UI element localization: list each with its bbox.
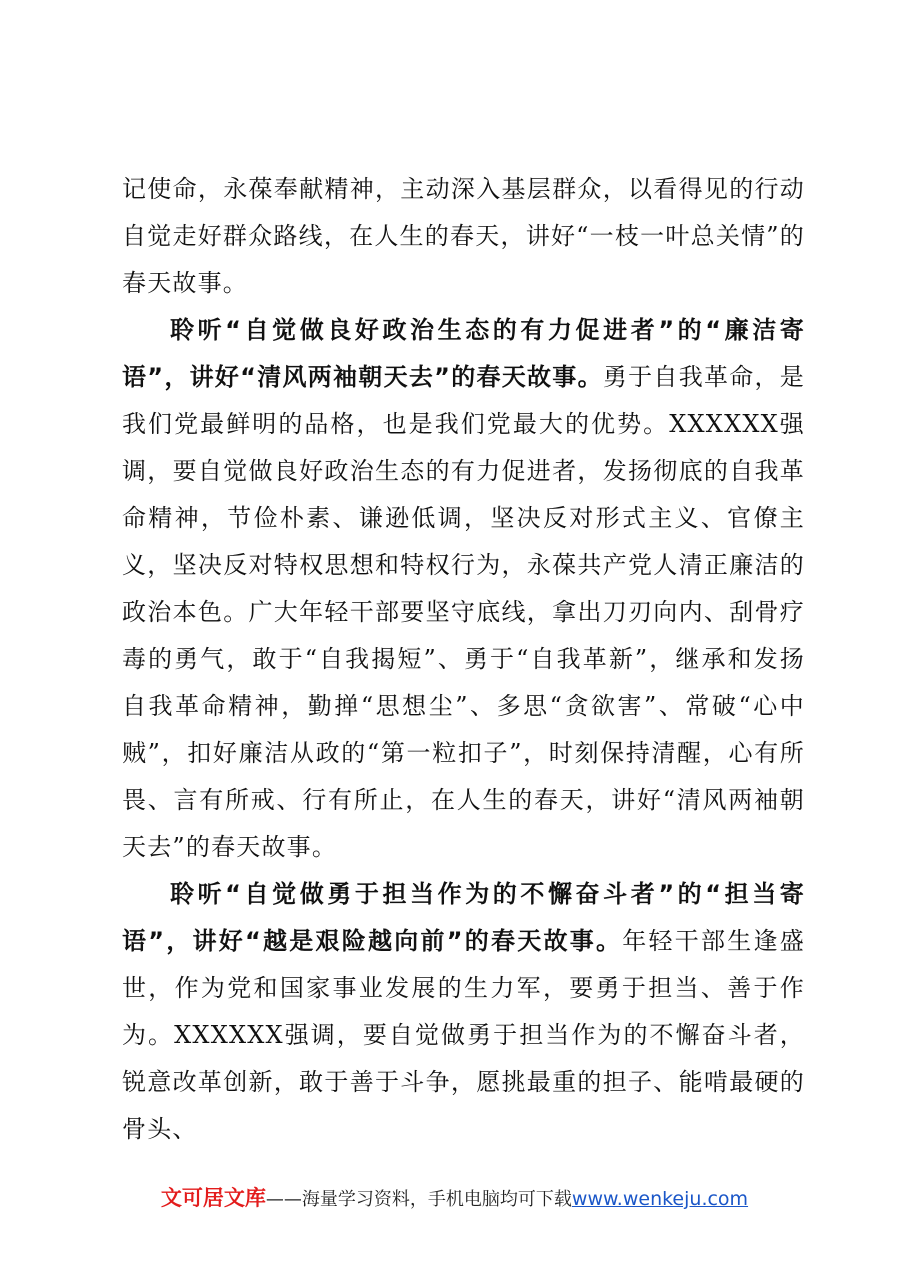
paragraph-2-heading: 聆听“自觉做良好政治生态的有力促进者”的“廉洁寄语”，讲好“清风两袖朝天去”的春天故事。 xyxy=(122,316,805,391)
footer-banner xyxy=(0,1182,909,1212)
paragraph-1-text: 记使命，永葆奉献精神，主动深入基层群众，以看得见的行动自觉走好群众路线，在人生的春天，讲好“一枝一叶总关情”的春天故事。 xyxy=(122,175,805,297)
document-body xyxy=(122,166,805,1153)
paragraph-2-text: 勇于自我革命，是我们党最鲜明的品格，也是我们党最大的优势。XXXXXX强调，要自觉做良好政治生态的有力促进者，发扬彻底的自我革命精神，节俭朴素、谦逊低调，坚决反对形式主义、官僚主义，坚决反对特权思想和特权行为，永葆共产党人清正廉洁的政治本色。广大年轻干部要坚守底线，拿出刀刃向内、刮骨疗毒的勇气，敢于“自我揭短”、勇于“自我革新”，继承和发扬自我革命精神，勤掸“思想尘”、多思“贪欲害”、常破“心中贼”，扣好廉洁从政的“第一粒扣子”，时刻保持清醒，心有所畏、言有所戒、行有所止，在人生的春天，讲好“清风两袖朝天去”的春天故事。 xyxy=(122,363,805,861)
paragraph-3-heading: 聆听“自觉做勇于担当作为的不懈奋斗者”的“担当寄语”，讲好“越是艰险越向前”的春天故事。 xyxy=(122,880,805,955)
paragraph-1 xyxy=(122,166,805,307)
footer-tagline: ——海量学习资料，手机电脑均可下载 xyxy=(265,1189,572,1210)
footer-website-link[interactable]: www.wenkeju.com xyxy=(571,1188,749,1210)
paragraph-2 xyxy=(122,307,805,871)
footer-brand: 文可居文库 xyxy=(160,1186,266,1210)
paragraph-3-text: 年轻干部生逢盛世，作为党和国家事业发展的生力军，要勇于担当、善于作为。XXXXXX强调，要自觉做勇于担当作为的不懈奋斗者，锐意改革创新，敢于善于斗争，愿挑最重的担子、能啃最硬的骨头、 xyxy=(122,927,805,1143)
paragraph-3 xyxy=(122,871,805,1153)
